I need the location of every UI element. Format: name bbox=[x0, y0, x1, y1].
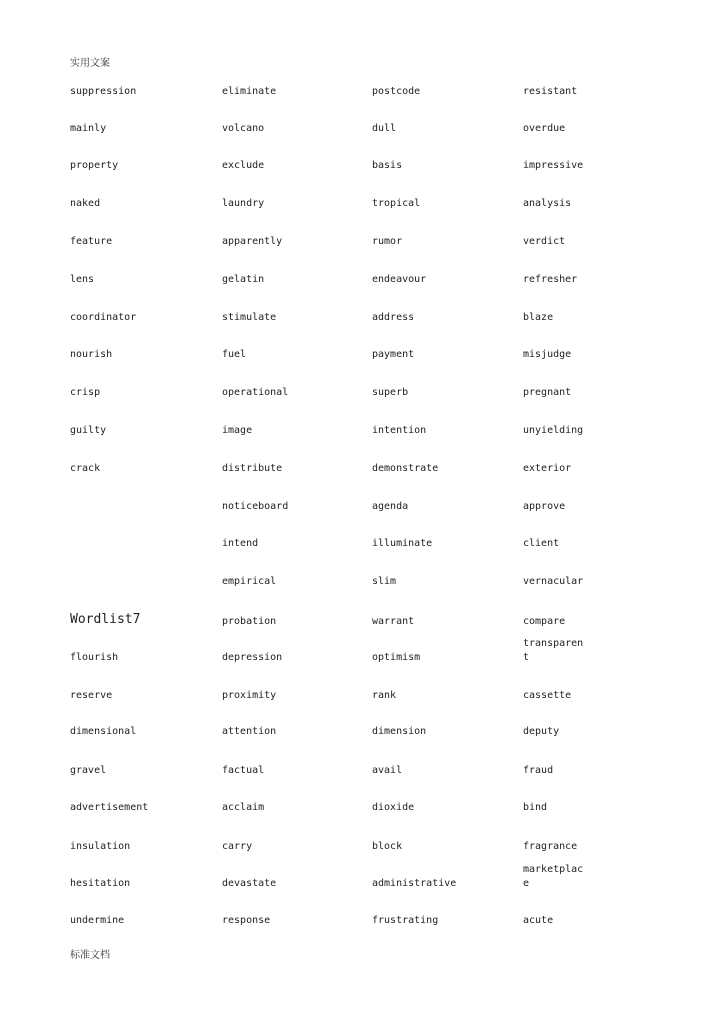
word-item: dull bbox=[372, 123, 397, 134]
word-item: basis bbox=[372, 160, 403, 171]
word-item: block bbox=[372, 841, 403, 852]
word-item: volcano bbox=[222, 123, 265, 134]
word-item: coordinator bbox=[70, 312, 137, 323]
word-item: nourish bbox=[70, 349, 113, 360]
word-item: compare bbox=[523, 616, 566, 627]
word-item: intend bbox=[222, 538, 259, 549]
word-item: lens bbox=[70, 274, 95, 285]
word-item: stimulate bbox=[222, 312, 277, 323]
word-item: property bbox=[70, 160, 119, 171]
word-item: proximity bbox=[222, 690, 277, 701]
word-item: agenda bbox=[372, 501, 409, 512]
word-item: naked bbox=[70, 198, 101, 209]
word-item: exterior bbox=[523, 463, 572, 474]
word-item: hesitation bbox=[70, 878, 131, 889]
word-item: deputy bbox=[523, 726, 560, 737]
word-item: acclaim bbox=[222, 802, 265, 813]
word-item: empirical bbox=[222, 576, 277, 587]
header-note: 实用文案 bbox=[70, 58, 110, 69]
word-item: postcode bbox=[372, 86, 421, 97]
word-item: acute bbox=[523, 915, 554, 926]
word-item: approve bbox=[523, 501, 566, 512]
word-item: blaze bbox=[523, 312, 554, 323]
word-item: vernacular bbox=[523, 576, 584, 587]
word-item: endeavour bbox=[372, 274, 427, 285]
word-item: eliminate bbox=[222, 86, 277, 97]
word-item: rank bbox=[372, 690, 397, 701]
word-item: operational bbox=[222, 387, 289, 398]
word-item: frustrating bbox=[372, 915, 439, 926]
word-item: reserve bbox=[70, 690, 113, 701]
word-item: superb bbox=[372, 387, 409, 398]
word-item: fuel bbox=[222, 349, 247, 360]
word-item: flourish bbox=[70, 652, 119, 663]
word-item: dimension bbox=[372, 726, 427, 737]
word-item: crisp bbox=[70, 387, 101, 398]
word-item: attention bbox=[222, 726, 277, 737]
word-item: bind bbox=[523, 802, 548, 813]
section-heading: Wordlist7 bbox=[70, 612, 141, 627]
word-item: unyielding bbox=[523, 425, 584, 436]
word-item: resistant bbox=[523, 86, 578, 97]
word-item: transparent bbox=[523, 638, 584, 663]
word-item: distribute bbox=[222, 463, 283, 474]
word-item: crack bbox=[70, 463, 101, 474]
word-item: suppression bbox=[70, 86, 137, 97]
word-item: pregnant bbox=[523, 387, 572, 398]
word-item: devastate bbox=[222, 878, 277, 889]
word-item: dimensional bbox=[70, 726, 137, 737]
word-item: exclude bbox=[222, 160, 265, 171]
footer-note: 标准文档 bbox=[70, 950, 110, 961]
word-item: cassette bbox=[523, 690, 572, 701]
word-item: apparently bbox=[222, 236, 283, 247]
word-item: misjudge bbox=[523, 349, 572, 360]
word-item: marketplace bbox=[523, 864, 584, 889]
word-item: image bbox=[222, 425, 253, 436]
word-item: depression bbox=[222, 652, 283, 663]
word-item: factual bbox=[222, 765, 265, 776]
word-item: probation bbox=[222, 616, 277, 627]
word-item: optimism bbox=[372, 652, 421, 663]
word-item: avail bbox=[372, 765, 403, 776]
word-item: gelatin bbox=[222, 274, 265, 285]
word-item: illuminate bbox=[372, 538, 433, 549]
word-item: response bbox=[222, 915, 271, 926]
word-item: intention bbox=[372, 425, 427, 436]
word-item: client bbox=[523, 538, 560, 549]
word-item: tropical bbox=[372, 198, 421, 209]
word-item: administrative bbox=[372, 878, 457, 889]
word-item: payment bbox=[372, 349, 415, 360]
word-item: advertisement bbox=[70, 802, 149, 813]
word-item: warrant bbox=[372, 616, 415, 627]
word-item: guilty bbox=[70, 425, 107, 436]
word-item: fraud bbox=[523, 765, 554, 776]
word-item: demonstrate bbox=[372, 463, 439, 474]
word-item: rumor bbox=[372, 236, 403, 247]
word-item: address bbox=[372, 312, 415, 323]
word-item: noticeboard bbox=[222, 501, 289, 512]
word-item: overdue bbox=[523, 123, 566, 134]
word-item: undermine bbox=[70, 915, 125, 926]
word-item: gravel bbox=[70, 765, 107, 776]
word-item: feature bbox=[70, 236, 113, 247]
word-item: carry bbox=[222, 841, 253, 852]
word-item: impressive bbox=[523, 160, 584, 171]
word-item: dioxide bbox=[372, 802, 415, 813]
word-item: analysis bbox=[523, 198, 572, 209]
word-item: fragrance bbox=[523, 841, 578, 852]
word-item: verdict bbox=[523, 236, 566, 247]
word-item: laundry bbox=[222, 198, 265, 209]
word-item: slim bbox=[372, 576, 397, 587]
word-item: refresher bbox=[523, 274, 578, 285]
word-item: insulation bbox=[70, 841, 131, 852]
word-item: mainly bbox=[70, 123, 107, 134]
